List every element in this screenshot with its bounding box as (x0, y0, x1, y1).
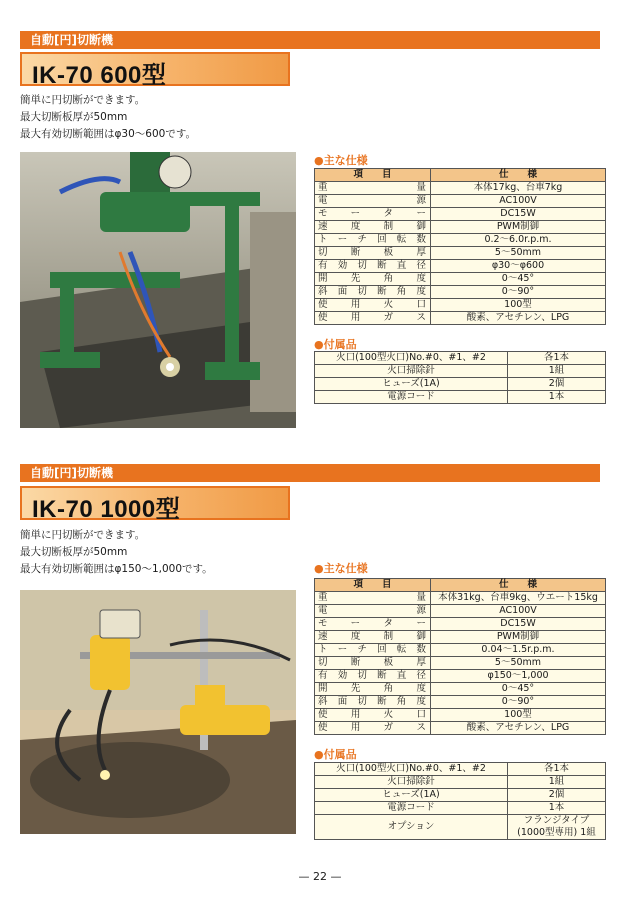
spec-value: 酸素、アセチレン、LPG (431, 312, 606, 325)
spec-value: 5～50mm (431, 657, 606, 670)
spec-value: 0.04～1.5r.p.m. (431, 644, 606, 657)
spec-header-value: 仕 様 (431, 579, 606, 592)
spec-key: 斜面切断角度 (315, 286, 431, 299)
spec-value: φ30～φ600 (431, 260, 606, 273)
spec-key: 有効切断直径 (315, 670, 431, 683)
intro-line: 最大切断板厚が50mm (20, 546, 128, 558)
accessory-qty: 各1本 (508, 352, 606, 365)
accessory-qty: 1本 (508, 802, 606, 815)
spec-key: 速度制御 (315, 221, 431, 234)
accessory-qty: 1組 (508, 365, 606, 378)
spec-value: DC15W (431, 618, 606, 631)
spec-value: 酸素、アセチレン、LPG (431, 722, 606, 735)
spec-row (315, 722, 606, 735)
option-row (315, 815, 606, 840)
spec-value: 5～50mm (431, 247, 606, 260)
spec-key: 切断板厚 (315, 657, 431, 670)
category-bar: 自動[円]切断機 (20, 31, 600, 49)
spec-key: 電源 (315, 195, 431, 208)
option-value-line: フランジタイプ (523, 815, 590, 826)
spec-row (315, 670, 606, 683)
spec-key: 速度制御 (315, 631, 431, 644)
spec-value: 100型 (431, 299, 606, 312)
spec-row (315, 605, 606, 618)
spec-key: 開先角度 (315, 273, 431, 286)
accessory-qty: 2個 (508, 378, 606, 391)
product-title: IK-70 1000型 (32, 496, 181, 523)
spec-key: モーター (315, 208, 431, 221)
page-number: — 22 — (298, 870, 342, 883)
option-value-line: (1000型専用) 1組 (517, 827, 596, 838)
spec-value: 0.2～6.0r.p.m. (431, 234, 606, 247)
spec-key: 使用ガス (315, 722, 431, 735)
spec-row (315, 592, 606, 605)
spec-key: 切断板厚 (315, 247, 431, 260)
spec-key: 使用火口 (315, 709, 431, 722)
accessory-name: ヒューズ(1A) (315, 789, 508, 802)
product-photo (20, 590, 296, 834)
accessories-table (314, 762, 606, 840)
spec-row (315, 696, 606, 709)
accessory-name: 電源コード (315, 802, 508, 815)
spec-value: φ150～1,000 (431, 670, 606, 683)
spec-key: 開先角度 (315, 683, 431, 696)
option-value (508, 815, 606, 840)
intro-line: 簡単に円切断ができます。 (20, 529, 146, 541)
accessory-qty: 1組 (508, 776, 606, 789)
spec-key: トーチ回転数 (315, 234, 431, 247)
spec-key: 使用火口 (315, 299, 431, 312)
spec-value: 本体31kg、台車9kg、ウエート15kg (431, 592, 606, 605)
spec-key: 使用ガス (315, 312, 431, 325)
spec-value: 0～45° (431, 683, 606, 696)
spec-header-row (315, 579, 606, 592)
spec-header-item: 項 目 (315, 169, 431, 182)
spec-header-item: 項 目 (315, 579, 431, 592)
accessories-heading: ●付属品 (314, 338, 357, 351)
accessory-name: 火口掃除針 (315, 365, 508, 378)
spec-header-value: 仕 様 (431, 169, 606, 182)
spec-value: AC100V (431, 605, 606, 618)
spec-row (315, 657, 606, 670)
spec-heading: ●主な仕様 (314, 154, 368, 167)
spec-key: 重量 (315, 182, 431, 195)
spec-key: モーター (315, 618, 431, 631)
accessory-name: ヒューズ(1A) (315, 378, 508, 391)
intro-line: 簡単に円切断ができます。 (20, 94, 146, 106)
spec-key: 電源 (315, 605, 431, 618)
accessory-qty: 各1本 (508, 763, 606, 776)
spec-table (314, 578, 606, 735)
accessories-heading: ●付属品 (314, 748, 357, 761)
accessory-row (315, 763, 606, 776)
spec-key: トーチ回転数 (315, 644, 431, 657)
product-title-box (20, 486, 290, 523)
accessory-row (315, 789, 606, 802)
accessory-name: 火口(100型火口)No.#0、#1、#2 (315, 763, 508, 776)
spec-value: 0～90° (431, 696, 606, 709)
spec-row (315, 631, 606, 644)
option-label: オプション (315, 815, 508, 840)
accessory-name: 火口掃除針 (315, 776, 508, 789)
spec-value: 100型 (431, 709, 606, 722)
intro-line: 最大有効切断範囲はφ30～600です。 (20, 128, 196, 140)
spec-value: 本体17kg、台車7kg (431, 182, 606, 195)
spec-value: PWM制御 (431, 221, 606, 234)
accessory-row (315, 802, 606, 815)
intro-line: 最大切断板厚が50mm (20, 111, 128, 123)
product-title: IK-70 600型 (32, 62, 167, 89)
spec-value: AC100V (431, 195, 606, 208)
spec-value: 0～45° (431, 273, 606, 286)
intro-text (20, 527, 213, 578)
accessory-name: 火口(100型火口)No.#0、#1、#2 (315, 352, 508, 365)
spec-value: PWM制御 (431, 631, 606, 644)
accessory-qty: 2個 (508, 789, 606, 802)
accessory-qty: 1本 (508, 391, 606, 404)
spec-value: DC15W (431, 208, 606, 221)
accessory-row (315, 776, 606, 789)
spec-key: 有効切断直径 (315, 260, 431, 273)
spec-key: 斜面切断角度 (315, 696, 431, 709)
spec-row (315, 683, 606, 696)
spec-value: 0～90° (431, 286, 606, 299)
spec-row (315, 618, 606, 631)
spec-heading: ●主な仕様 (314, 562, 368, 575)
spec-row (315, 709, 606, 722)
category-bar: 自動[円]切断機 (20, 464, 600, 482)
spec-row (315, 644, 606, 657)
accessory-name: 電源コード (315, 391, 508, 404)
spec-key: 重量 (315, 592, 431, 605)
intro-line: 最大有効切断範囲はφ150～1,000です。 (20, 563, 213, 575)
